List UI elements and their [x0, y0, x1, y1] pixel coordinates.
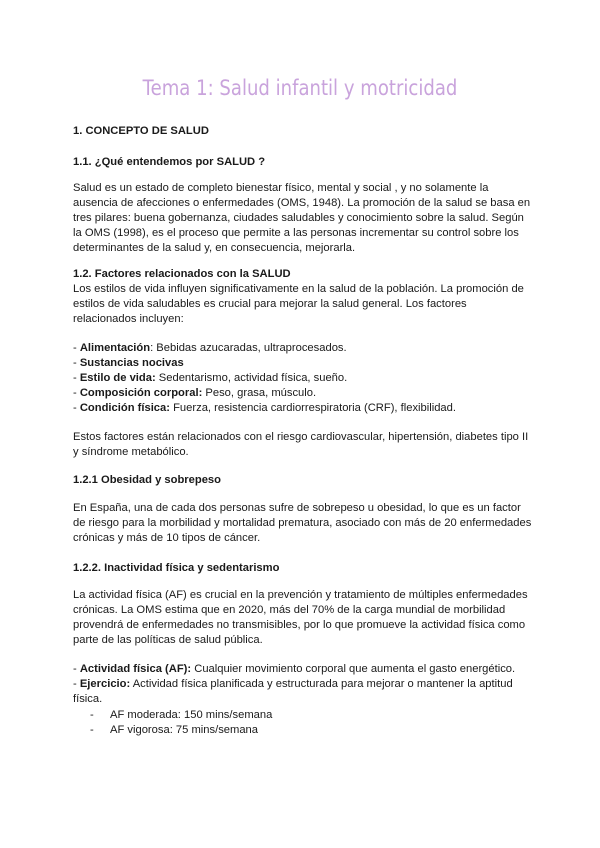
definition-text: Actividad física planificada y estructurada para mejorar o mantener la aptitud: [130, 678, 513, 690]
paragraph-line: crónicas y más de 10 tipos de cáncer.: [73, 532, 261, 544]
section-1-2-2-heading: 1.2.2. Inactividad física y sedentarismo: [73, 562, 280, 574]
paragraph-line: relacionados incluyen:: [73, 313, 184, 325]
definitions-list: [73, 662, 533, 707]
list-item: - Alimentación: Bebidas azucaradas, ultraprocesados.: [73, 342, 347, 354]
definition-text: Cualquier movimiento corporal que aumenta el gasto energético.: [191, 663, 516, 675]
sub-list-text: AF vigorosa: 75 mins/semana: [110, 724, 258, 736]
paragraph-line: ausencia de afecciones o enfermedades (OMS, 1948). La promoción de la salud se basa en: [73, 197, 531, 209]
paragraph-line: crónicas. La OMS estima que en 2020, más del 70% de la carga mundial de morbilidad: [73, 604, 506, 616]
paragraph-line: la OMS (1998), es el proceso que permite a las personas incrementar su control sobre los: [73, 227, 519, 239]
paragraph-line: tres pilares: buena gobernanza, ciudades saludables y conocimiento sobre la salud. Según: [73, 212, 524, 224]
document-title: Tema 1: Salud infantil y motricidad: [142, 76, 458, 100]
sub-list-text: AF moderada: 150 mins/semana: [110, 709, 273, 721]
paragraph-line: provendrá de enfermedades no transmisibles, por lo que promueve la actividad física como: [73, 619, 526, 631]
definition-label: Actividad física (AF):: [79, 663, 192, 675]
list-item: - Composición corporal: Peso, grasa, músculo.: [73, 387, 317, 399]
definition-continuation: física.: [73, 693, 103, 705]
list-item-text: Peso, grasa, músculo.: [202, 387, 317, 399]
paragraph-line: La actividad física (AF) es crucial en la prevención y tratamiento de múltiples enfermedades: [73, 589, 528, 601]
list-item-label: Condición física:: [79, 402, 170, 414]
paragraph-line: de riesgo para la morbilidad y mortalidad prematura, asociado con más de 20 enfermedades: [73, 517, 532, 529]
section-1-2-paragraph: [73, 282, 533, 327]
list-item-label: Estilo de vida:: [79, 372, 156, 384]
list-item-text: : Bebidas azucaradas, ultraprocesados.: [150, 342, 347, 354]
paragraph-line: Estos factores están relacionados con el riesgo cardiovascular, hipertensión, diabetes tipo II: [73, 431, 529, 443]
section-1-1-paragraph: [73, 181, 533, 256]
paragraph-line: estilos de vida saludables es crucial para mejorar la salud general. Los factores: [73, 298, 467, 310]
section-1-2-1-paragraph: [73, 501, 533, 546]
section-1-2-heading: 1.2. Factores relacionados con la SALUD: [73, 268, 291, 280]
paragraph-line: Los estilos de vida influyen significativamente en la salud de la población. La promoción de: [73, 283, 524, 295]
list-item: - Condición física: Fuerza, resistencia cardiorrespiratoria (CRF), flexibilidad.: [73, 402, 456, 414]
definition-item: - Ejercicio: Actividad física planificada y estructurada para mejorar o mantener la aptitud: [73, 678, 513, 690]
section-1-2-1-heading: 1.2.1 Obesidad y sobrepeso: [73, 474, 221, 486]
section-1-heading: 1. CONCEPTO DE SALUD: [73, 125, 209, 137]
section-1-2-2-paragraph: [73, 588, 533, 648]
sub-list-item: - AF moderada: 150 mins/semana: [90, 709, 273, 721]
paragraph-line: En España, una de cada dos personas sufre de sobrepeso u obesidad, lo que es un factor: [73, 502, 521, 514]
definition-item: - Actividad física (AF): Cualquier movimiento corporal que aumenta el gasto energético.: [73, 663, 516, 675]
paragraph-line: y síndrome metabólico.: [73, 446, 189, 458]
section-1-1-heading: 1.1. ¿Qué entendemos por SALUD ?: [73, 156, 266, 168]
list-item-text: Sedentarismo, actividad física, sueño.: [155, 372, 348, 384]
list-item: - Estilo de vida: Sedentarismo, actividad física, sueño.: [73, 372, 348, 384]
list-item: - Sustancias nocivas: [73, 357, 184, 369]
list-item-text: Fuerza, resistencia cardiorrespiratoria (CRF), flexibilidad.: [169, 402, 456, 414]
paragraph-line: determinantes de la salud y, en consecuencia, mejorarla.: [73, 242, 356, 254]
paragraph-line: Salud es un estado de completo bienestar físico, mental y social , y no solamente la: [73, 182, 489, 194]
factors-closing-paragraph: [73, 430, 533, 460]
paragraph-line: parte de las políticas de salud pública.: [73, 634, 263, 646]
list-item-label: Sustancias nocivas: [79, 357, 184, 369]
definition-label: Ejercicio:: [79, 678, 131, 690]
list-item-label: Composición corporal:: [79, 387, 203, 399]
factors-list: [73, 341, 533, 416]
sub-list-item: - AF vigorosa: 75 mins/semana: [90, 724, 258, 736]
list-item-label: Alimentación: [79, 342, 151, 354]
